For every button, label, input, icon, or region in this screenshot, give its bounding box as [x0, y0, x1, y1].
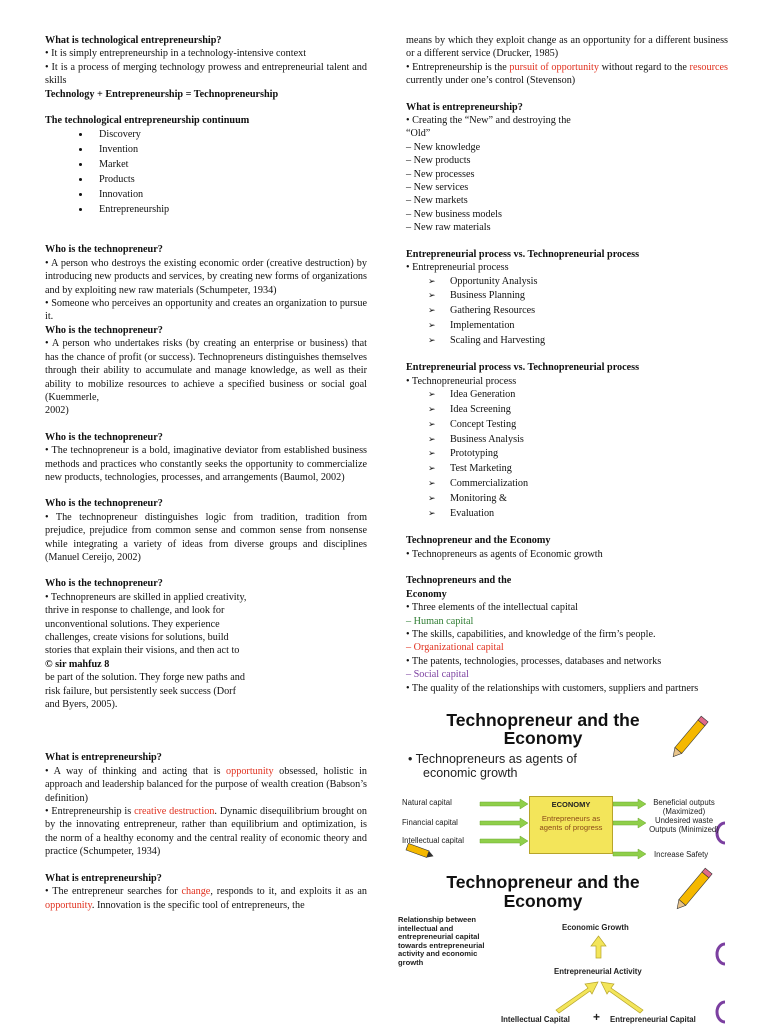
- economy-box-body: Entrepreneurs as agents of progress: [539, 814, 603, 832]
- input-arrow: [480, 799, 528, 809]
- text-line: – New raw materials: [406, 222, 491, 234]
- bullet: • The entrepreneur searches for change, responds to it, and exploits it as an opportunity. Innovation is the specific tool of entrepreneurs, the: [45, 886, 367, 911]
- heading-who-is-technopreneur: Who is the technopreneur?: [45, 431, 163, 443]
- slide-subtitle: economic growth: [423, 766, 518, 780]
- highlight: pursuit of opportunity: [509, 61, 599, 73]
- list-item: ➢ Test Marketing: [428, 462, 728, 477]
- bullet: • A way of thinking and acting that is opportunity obsessed, holistic in approach and leadership balanced for the purpose of wealth creation (Babson’s definition): [45, 765, 367, 804]
- arrow-bullet-icon: ➢: [428, 291, 436, 302]
- plus-sign: +: [593, 1010, 601, 1024]
- bullet: • Entrepreneurship is creative destruction. Dynamic disequilibrium brought on by the innovating entrepreneur, rather than equilibrium and optimization, is the norm of a healthy economy and the central reality of economic theory and practice (Schumpeter, 1934): [45, 806, 367, 858]
- list-item: ➢ Business Planning: [428, 289, 728, 304]
- text-line: risk failure, but persistently seek success (Dorf: [45, 685, 236, 697]
- list-item: ➢ Opportunity Analysis: [428, 275, 728, 290]
- text-line: “Old”: [406, 128, 431, 140]
- bullet: • The technopreneur distinguishes logic from tradition, tradition from prejudice, prejudice from common sense and common sense from nonsense while integrating a variety of ideas from diverse groups and disciplines (Manuel Cereijo, 2002): [45, 511, 367, 563]
- arrow-bullet-icon: ➢: [428, 493, 436, 504]
- slide-image-capital-growth: [398, 866, 728, 1024]
- highlight: resources: [689, 61, 729, 73]
- text-line: unconventional solutions. They experience: [45, 618, 220, 630]
- heading-what-is-tech-entrepreneurship: What is technological entrepreneurship?: [45, 35, 222, 46]
- text-line: – New services: [406, 182, 469, 194]
- list-item: ➢ Prototyping: [428, 447, 728, 462]
- diagonal-arrow: [556, 982, 598, 1013]
- slide-subtitle: • Technopreneurs as agents of: [408, 752, 577, 766]
- human-capital: – Human capital: [406, 615, 474, 627]
- list-item: ➢ Monitoring &: [428, 492, 728, 507]
- text-line: challenges, create visions for solutions, build: [45, 632, 229, 643]
- bullet: • Technopreneurial process: [406, 375, 517, 387]
- bullet: • It is a process of merging technology prowess and entrepreneurial talent and skills: [45, 61, 367, 87]
- input-label: Natural capital: [402, 798, 452, 807]
- text-line: – New business models: [406, 208, 502, 220]
- heading-what-is-entrepreneurship: What is entrepreneurship?: [406, 101, 523, 113]
- slide-title: Technopreneur and the: [446, 710, 640, 730]
- slide-title: Economy: [503, 891, 583, 911]
- output-label: Increase Safety: [654, 850, 709, 859]
- highlight: creative destruction: [134, 806, 215, 818]
- text-line: be part of the solution. They forge new paths and: [45, 672, 245, 684]
- pencil-icon: [670, 716, 708, 759]
- pencil-icon: [406, 843, 435, 859]
- text-line: – New knowledge: [406, 141, 481, 153]
- output-arrow: [613, 849, 646, 859]
- arrow-bullet-icon: ➢: [428, 449, 436, 460]
- list-item: • Invention: [91, 142, 367, 157]
- list-item: ➢ Idea Screening: [428, 403, 728, 418]
- intellectual-capital-label: Intellectual Capital: [501, 1015, 570, 1024]
- economy-box-title: ECONOMY: [551, 800, 591, 809]
- output-label: Undesired waste Outputs (Minimized): [649, 816, 719, 834]
- list-item: ➢ Business Analysis: [428, 433, 728, 448]
- heading-technopreneurs-economy: Economy: [406, 588, 447, 600]
- list-item: ➢ Concept Testing: [428, 418, 728, 433]
- list-item: • Entrepreneurship: [91, 202, 367, 217]
- arrow-bullet-icon: ➢: [428, 276, 436, 287]
- bullet: • Entrepreneurship is the pursuit of opportunity without regard to the resources currently under one’s control (Stevenson): [406, 61, 729, 87]
- heading-who-is-technopreneur: Who is the technopreneur?: [45, 244, 163, 256]
- list-item: • Innovation: [91, 187, 367, 202]
- diagonal-arrow: [601, 982, 643, 1013]
- list-item: ➢ Commercialization: [428, 477, 728, 492]
- copyright-mark: © sir mahfuz 8: [45, 658, 110, 670]
- bullet: • The patents, technologies, processes, databases and networks: [406, 655, 662, 667]
- text-continuation: means by which they exploit change as an opportunity for a different business or a different service (Drucker, 1985): [406, 35, 728, 60]
- bullet: • Entrepreneurial process: [406, 262, 509, 274]
- bullet: • The technopreneur is a bold, imaginative deviator from established business methods and practices who constantly seeks the opportunity to commercialize new products, technologies, processes, and arrangements (Baumol, 2002): [45, 445, 367, 483]
- output-label: Beneficial outputs (Maximized): [653, 798, 715, 816]
- right-column: [406, 34, 728, 695]
- heading-technopreneurs-economy: Technopreneurs and the: [406, 575, 512, 587]
- heading-process-vs: Entrepreneurial process vs. Technopreneurial process: [406, 362, 640, 374]
- arrow-bullet-icon: ➢: [428, 479, 436, 490]
- list-item: • Discovery: [91, 127, 367, 142]
- bullet: • Technopreneurs as agents of Economic growth: [406, 548, 603, 560]
- heading-who-is-technopreneur: Who is the technopreneur?: [45, 578, 163, 590]
- organizational-capital: – Organizational capital: [406, 642, 504, 654]
- text-line: and Byers, 2005).: [45, 699, 118, 711]
- arrow-bullet-icon: ➢: [428, 320, 436, 331]
- entrepreneurial-capital-label: Entrepreneurial Capital: [610, 1015, 696, 1024]
- output-arrow: [613, 818, 646, 828]
- list-item: ➢ Implementation: [428, 319, 728, 334]
- arrow-bullet-icon: ➢: [428, 464, 436, 475]
- text-line: – New markets: [406, 195, 468, 207]
- heading-continuum: The technological entrepreneurship continuum: [45, 115, 250, 127]
- decorative-curve: [717, 1002, 725, 1022]
- text-line: thrive in response to challenge, and look for: [45, 605, 225, 617]
- arrow-bullet-icon: ➢: [428, 335, 436, 346]
- input-arrow: [480, 836, 528, 846]
- output-arrow: [613, 799, 646, 809]
- list-item: ➢ Gathering Resources: [428, 304, 728, 319]
- bullet: • It is simply entrepreneurship in a technology-intensive context: [45, 48, 307, 60]
- input-arrow: [480, 818, 528, 828]
- arrow-bullet-icon: ➢: [428, 508, 436, 519]
- bullet: • A person who undertakes risks (by creating an enterprise or business) that has the chance of profit (or success). Technopreneurs distinguishes themselves through their ability to accumulate and manage knowledge, as well as their ability to mobilize resources to achieve a specified business or social goal (Kuemmerle,: [45, 338, 367, 403]
- bullet: • A person who destroys the existing economic order (creative destruction) by introducing new products and services, by creating new forms of organizations and by exploiting new raw materials (Schumpeter, 1934): [45, 257, 367, 296]
- citation-year: 2002): [45, 405, 69, 417]
- bullet: • The quality of the relationships with customers, suppliers and partners: [406, 682, 699, 694]
- equation: Technology + Entrepreneurship = Technopreneurship: [45, 88, 279, 100]
- highlight: opportunity: [226, 765, 274, 777]
- economy-box: [529, 796, 613, 854]
- arrow-bullet-icon: ➢: [428, 306, 436, 317]
- social-capital: – Social capital: [406, 669, 469, 681]
- highlight: opportunity: [45, 899, 92, 911]
- slide-image-economy-flow: [398, 708, 728, 866]
- heading-who-is-technopreneur: Who is the technopreneur?: [45, 498, 163, 510]
- input-label: Financial capital: [402, 818, 458, 827]
- technopreneurial-process-list: [406, 388, 728, 521]
- pencil-icon: [674, 868, 712, 911]
- heading-what-is-entrepreneurship: What is entrepreneurship?: [45, 872, 162, 884]
- list-item: ➢ Scaling and Harvesting: [428, 334, 728, 349]
- list-item: • Market: [91, 157, 367, 172]
- arrow-bullet-icon: ➢: [428, 405, 436, 416]
- entrepreneurial-activity-label: Entrepreneurial Activity: [554, 967, 642, 976]
- input-label: Intellectual capital: [402, 836, 464, 845]
- heading-process-vs: Entrepreneurial process vs. Technopreneurial process: [406, 248, 640, 260]
- bullet: • Three elements of the intellectual capital: [406, 602, 578, 614]
- left-column: [45, 34, 367, 912]
- relationship-caption: Relationship between intellectual and entrepreneurial capital towards entrepreneurial activity and economic growth: [398, 915, 485, 967]
- list-item: • Products: [91, 172, 367, 187]
- highlight: change: [181, 886, 211, 898]
- heading-technopreneur-economy: Technopreneur and the Economy: [406, 535, 551, 547]
- bullet: • The skills, capabilities, and knowledge of the firm’s people.: [406, 628, 656, 640]
- text-line: – New processes: [406, 168, 475, 180]
- bullet: • Someone who perceives an opportunity and creates an organization to pursue it.: [45, 298, 367, 323]
- slide-title: Economy: [503, 728, 583, 748]
- arrow-bullet-icon: ➢: [428, 390, 436, 401]
- text-line: stories that explain their visions, and then act to: [45, 645, 240, 657]
- up-arrow: [591, 936, 606, 958]
- arrow-bullet-icon: ➢: [428, 434, 436, 445]
- continuum-list: [45, 127, 367, 217]
- heading-who-is-technopreneur: Who is the technopreneur?: [45, 324, 163, 336]
- arrow-bullet-icon: ➢: [428, 419, 436, 430]
- text-line: • Creating the “New” and destroying the: [406, 115, 571, 127]
- list-item: ➢ Idea Generation: [428, 388, 728, 403]
- economic-growth-label: Economic Growth: [562, 923, 629, 932]
- text-line: • Technopreneurs are skilled in applied creativity,: [45, 591, 247, 603]
- decorative-curve: [717, 944, 725, 964]
- list-item: ➢ Evaluation: [428, 507, 728, 522]
- slide-title: Technopreneur and the: [446, 872, 640, 892]
- heading-what-is-entrepreneurship: What is entrepreneurship?: [45, 752, 162, 764]
- entrepreneurial-process-list: [406, 275, 728, 349]
- text-line: – New products: [406, 155, 471, 167]
